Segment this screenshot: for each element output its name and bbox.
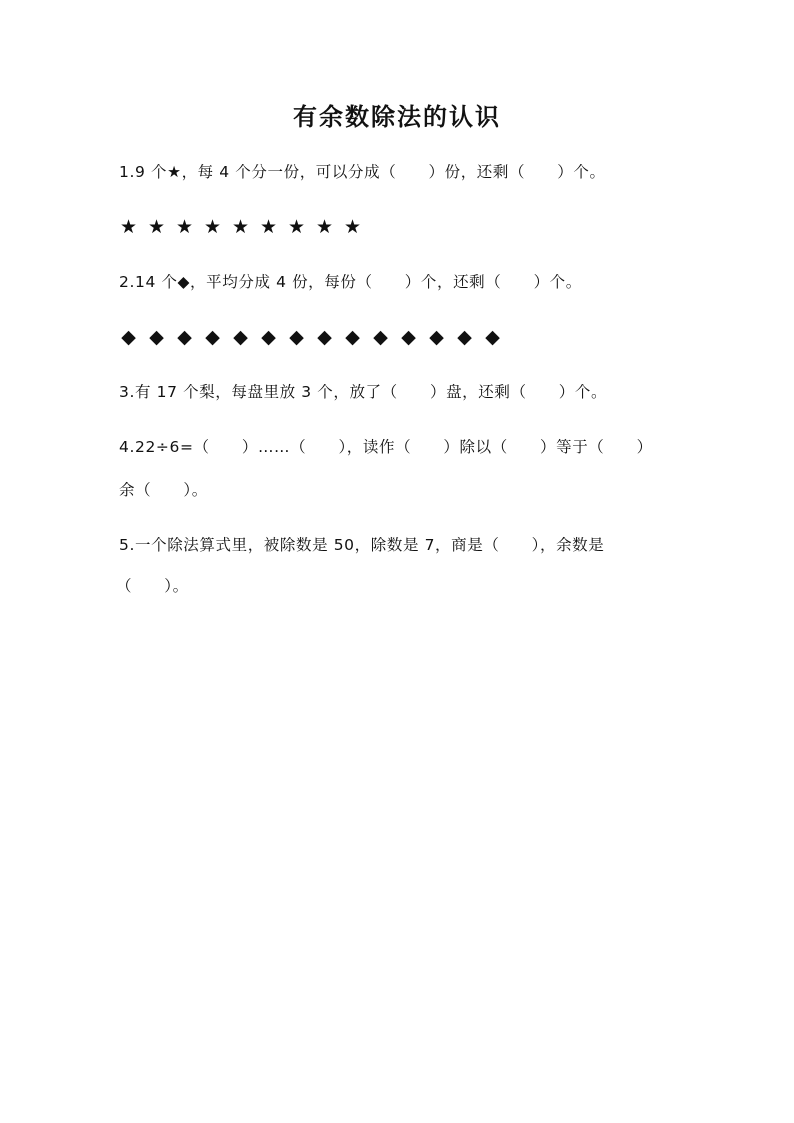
question-5-line-2: （ ）。 xyxy=(116,577,189,595)
star-icon: ★ xyxy=(175,216,194,238)
diamond-icon: ◆ xyxy=(485,326,500,348)
diamond-icon: ◆ xyxy=(345,326,360,348)
question-3: 3.有 17 个梨，每盘里放 3 个，放了（ ）盘，还剩（ ）个。 xyxy=(119,383,608,401)
diamond-row xyxy=(119,325,502,349)
diamond-icon: ◆ xyxy=(401,326,416,348)
question-4-line-1: 4.22÷6=（ ）……（ ），读作（ ）除以（ ）等于（ ） xyxy=(119,438,653,456)
diamond-icon: ◆ xyxy=(205,326,220,348)
star-icon: ★ xyxy=(231,216,250,238)
star-icon: ★ xyxy=(259,216,278,238)
diamond-icon: ◆ xyxy=(177,326,192,348)
question-4-line-2: 余（ ）。 xyxy=(119,481,208,499)
diamond-icon: ◆ xyxy=(429,326,444,348)
star-icon: ★ xyxy=(343,216,362,238)
question-1: 1.9 个★，每 4 个分一份，可以分成（ ）份，还剩（ ）个。 xyxy=(119,163,606,181)
worksheet-title: 有余数除法的认识 xyxy=(293,102,501,131)
diamond-icon: ◆ xyxy=(121,326,136,348)
star-icon: ★ xyxy=(119,216,138,238)
question-2: 2.14 个◆，平均分成 4 份，每份（ ）个，还剩（ ）个。 xyxy=(119,273,582,291)
diamond-icon: ◆ xyxy=(149,326,164,348)
star-icon: ★ xyxy=(315,216,334,238)
diamond-icon: ◆ xyxy=(233,326,248,348)
star-icon: ★ xyxy=(147,216,166,238)
diamond-icon: ◆ xyxy=(373,326,388,348)
diamond-icon: ◆ xyxy=(317,326,332,348)
diamond-icon: ◆ xyxy=(261,326,276,348)
question-5-line-1: 5.一个除法算式里，被除数是 50，除数是 7，商是（ ），余数是 xyxy=(119,536,605,554)
diamond-icon: ◆ xyxy=(289,326,304,348)
diamond-icon: ◆ xyxy=(457,326,472,348)
star-row xyxy=(119,215,362,239)
star-icon: ★ xyxy=(287,216,306,238)
star-icon: ★ xyxy=(203,216,222,238)
